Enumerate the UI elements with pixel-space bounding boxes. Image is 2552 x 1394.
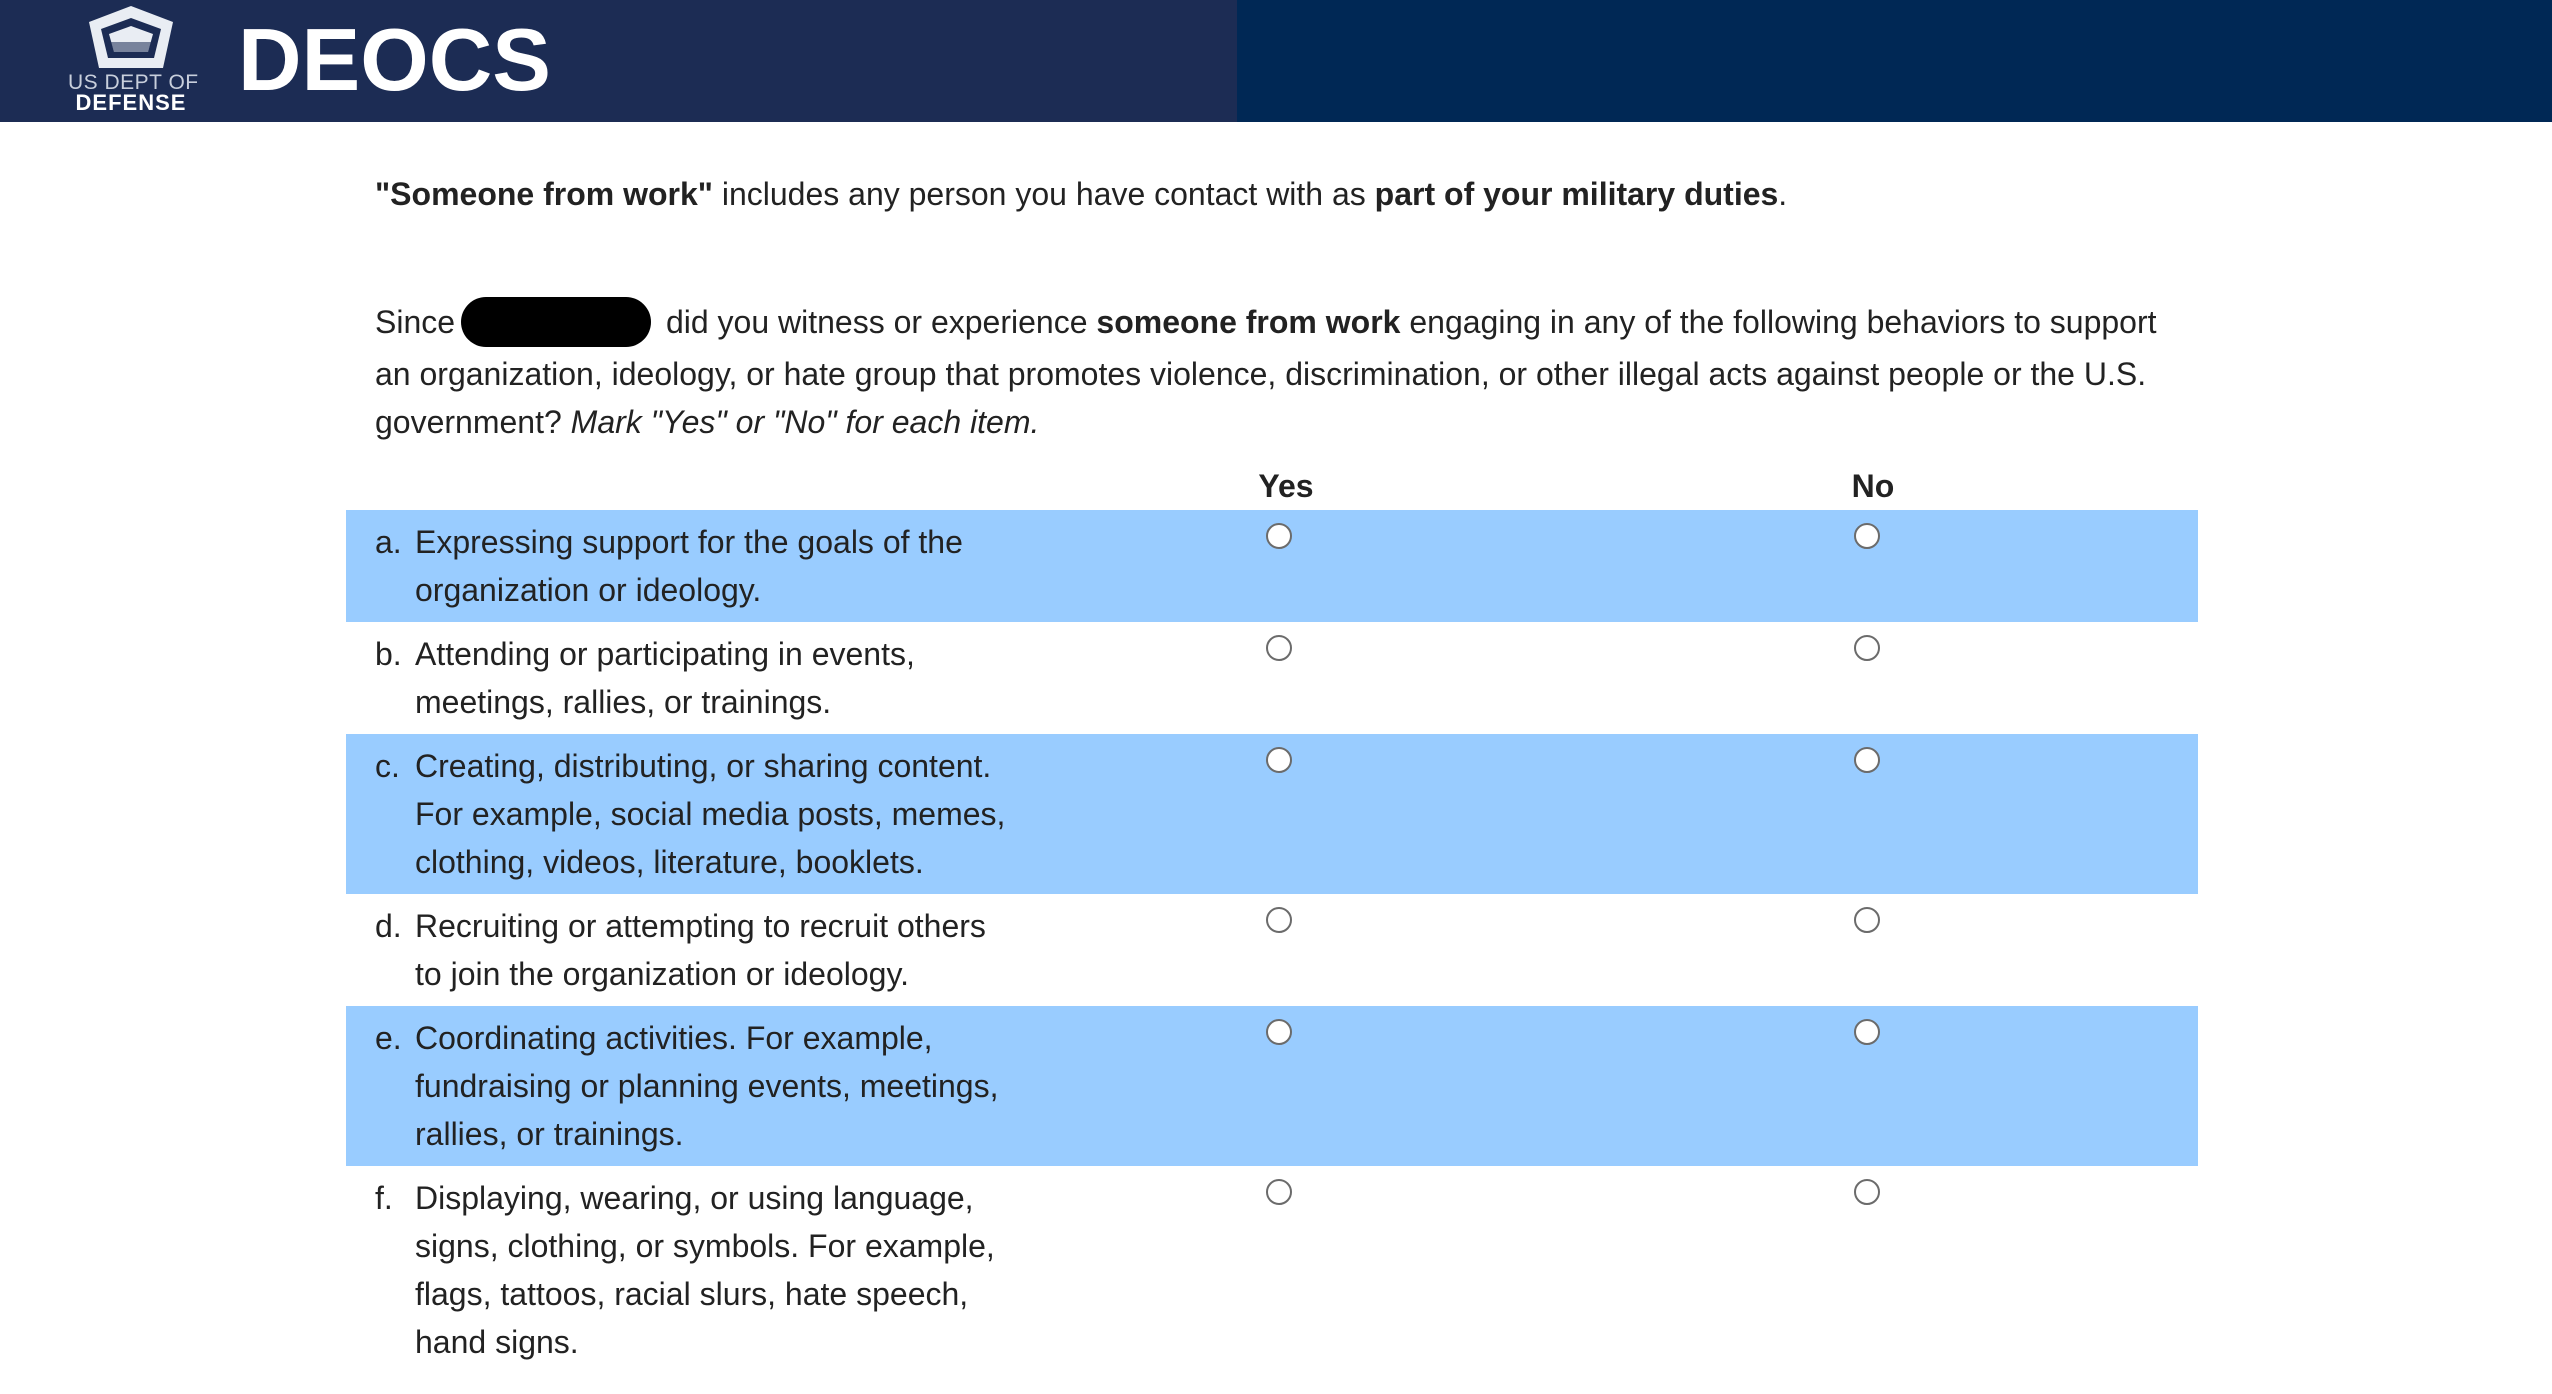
radio-no-e[interactable] [1854,1019,1880,1045]
definition-text [375,170,1787,218]
question-instruction: Mark "Yes" or "No" for each item. [570,403,1040,440]
response-grid [346,510,2198,1374]
item-letter: e. [375,1020,402,1056]
item-text: Coordinating activities. For example, fundraising or planning events, meetings, rallies, or trainings. [415,1020,999,1152]
item-d [375,902,1015,998]
radio-no-a[interactable] [1854,523,1880,549]
radio-no-f[interactable] [1854,1179,1880,1205]
item-b [375,630,1015,726]
item-f [375,1174,1015,1366]
radio-no-d[interactable] [1854,907,1880,933]
radio-yes-d[interactable] [1266,907,1292,933]
item-letter: a. [375,524,402,560]
definition-term: "Someone from work" [375,176,713,212]
app-header [0,0,2552,122]
question-bold-phrase: someone from work [1096,304,1401,340]
logo-text-dept: US DEPT OF [68,71,199,94]
radio-yes-a[interactable] [1266,523,1292,549]
item-letter: d. [375,908,402,944]
pentagon-icon [81,4,181,70]
question-lead: did you witness or experience [657,304,1097,340]
question-row-b [346,622,2198,734]
item-a [375,518,1015,614]
item-letter: b. [375,636,402,672]
radio-yes-f[interactable] [1266,1179,1292,1205]
radio-yes-e[interactable] [1266,1019,1292,1045]
item-text: Recruiting or attempting to recruit others to join the organization or ideology. [415,908,986,992]
question-row-f [346,1166,2198,1374]
header-brand-panel [0,0,1237,122]
question-row-c [346,734,2198,894]
item-e [375,1014,1015,1158]
redacted-date [461,297,651,347]
item-letter: c. [375,748,400,784]
definition-middle: includes any person you have contact with as [712,176,1375,212]
question-row-a [346,510,2198,622]
item-text: Displaying, wearing, or using language, signs, clothing, or symbols. For example, flags, tattoos, racial slurs, hate speech, hand signs. [415,1180,995,1360]
dod-logo [68,4,199,116]
radio-yes-c[interactable] [1266,747,1292,773]
item-text: Expressing support for the goals of the organization or ideology. [415,524,963,608]
radio-no-c[interactable] [1854,747,1880,773]
question-row-e [346,1006,2198,1166]
radio-no-b[interactable] [1854,635,1880,661]
item-c [375,742,1015,886]
radio-yes-b[interactable] [1266,635,1292,661]
question-prompt [375,298,2175,446]
item-text: Creating, distributing, or sharing content. For example, social media posts, memes, clothing, videos, literature, booklets. [415,748,1006,880]
question-body: engaging in any of the following behaviors to support an organization, ideology, or hate group that promotes violence, discrimination, or other illegal acts against people or the U.S. government? [375,304,2157,440]
column-header-no: No [1851,468,1895,504]
item-text: Attending or participating in events, meetings, rallies, or trainings. [415,636,915,720]
item-letter: f. [375,1180,393,1216]
question-since: Since [375,304,456,340]
app-title: DEOCS [238,10,551,109]
logo-text-defense: DEFENSE [75,90,187,115]
question-row-d [346,894,2198,1006]
definition-emphasis: part of your military duties [1374,176,1779,212]
column-header-yes: Yes [1258,468,1314,504]
definition-period: . [1778,176,1788,212]
